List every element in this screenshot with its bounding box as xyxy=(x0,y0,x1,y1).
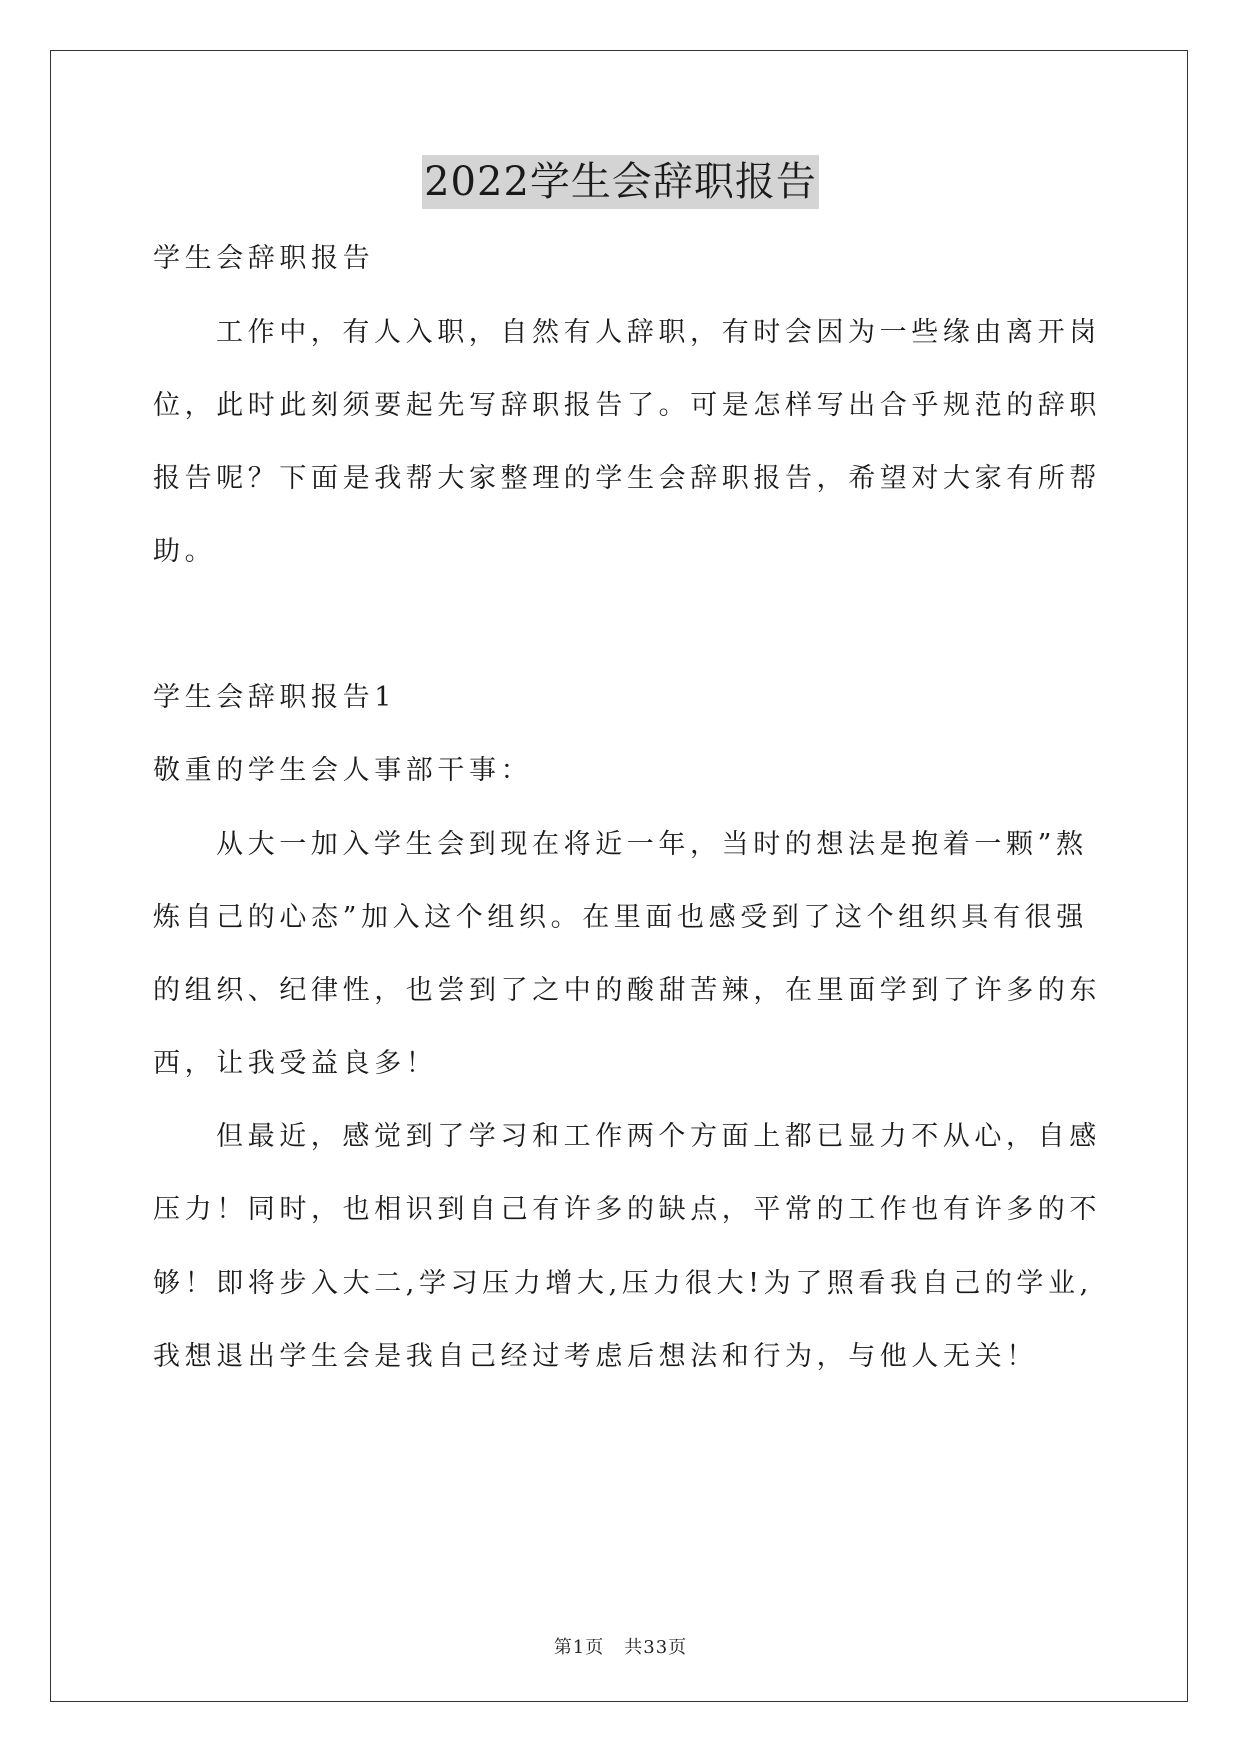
page-number: 第1页 xyxy=(553,1637,605,1658)
section-heading: 学生会辞职报告1 xyxy=(153,682,396,713)
paragraph-1-line-4: 西，让我受益良多！ xyxy=(153,1048,438,1079)
paragraph-2-line-4: 我想退出学生会是我自己经过考虑后想法和行为，与他人无关！ xyxy=(153,1341,1038,1372)
intro-line-1: 工作中，有人入职，自然有人辞职，有时会因为一些缘由离开岗 xyxy=(216,317,1101,348)
paragraph-2-line-2: 压力！同时，也相识到自己有许多的缺点，平常的工作也有许多的不 xyxy=(153,1194,1101,1225)
paragraph-1-line-3: 的组织、纪律性，也尝到了之中的酸甜苦辣，在里面学到了许多的东 xyxy=(153,975,1101,1006)
intro-line-2: 位，此时此刻须要起先写辞职报告了。可是怎样写出合乎规范的辞职 xyxy=(153,390,1101,421)
page-border xyxy=(50,50,1188,1702)
paragraph-2-line-3: 够！即将步入大二,学习压力增大,压力很大!为了照看我自己的学业, xyxy=(153,1268,1093,1299)
paragraph-2-line-1: 但最近，感觉到了学习和工作两个方面上都已显力不从心，自感 xyxy=(216,1121,1101,1152)
paragraph-1-line-1: 从大一加入学生会到现在将近一年，当时的想法是抱着一颗”熬 xyxy=(216,829,1088,860)
salutation: 敬重的学生会人事部干事： xyxy=(153,755,533,786)
page-footer xyxy=(0,1633,1241,1659)
subtitle: 学生会辞职报告 xyxy=(153,243,375,274)
intro-line-4: 助。 xyxy=(153,536,217,567)
intro-line-3: 报告呢？下面是我帮大家整理的学生会辞职报告，希望对大家有所帮 xyxy=(153,463,1101,494)
document-title xyxy=(0,155,1241,209)
document-title-text: 2022学生会辞职报告 xyxy=(422,155,819,209)
paragraph-1-line-2: 炼自己的心态”加入这个组织。在里面也感受到了这个组织具有很强 xyxy=(153,902,1088,933)
page-total: 共33页 xyxy=(624,1637,688,1658)
